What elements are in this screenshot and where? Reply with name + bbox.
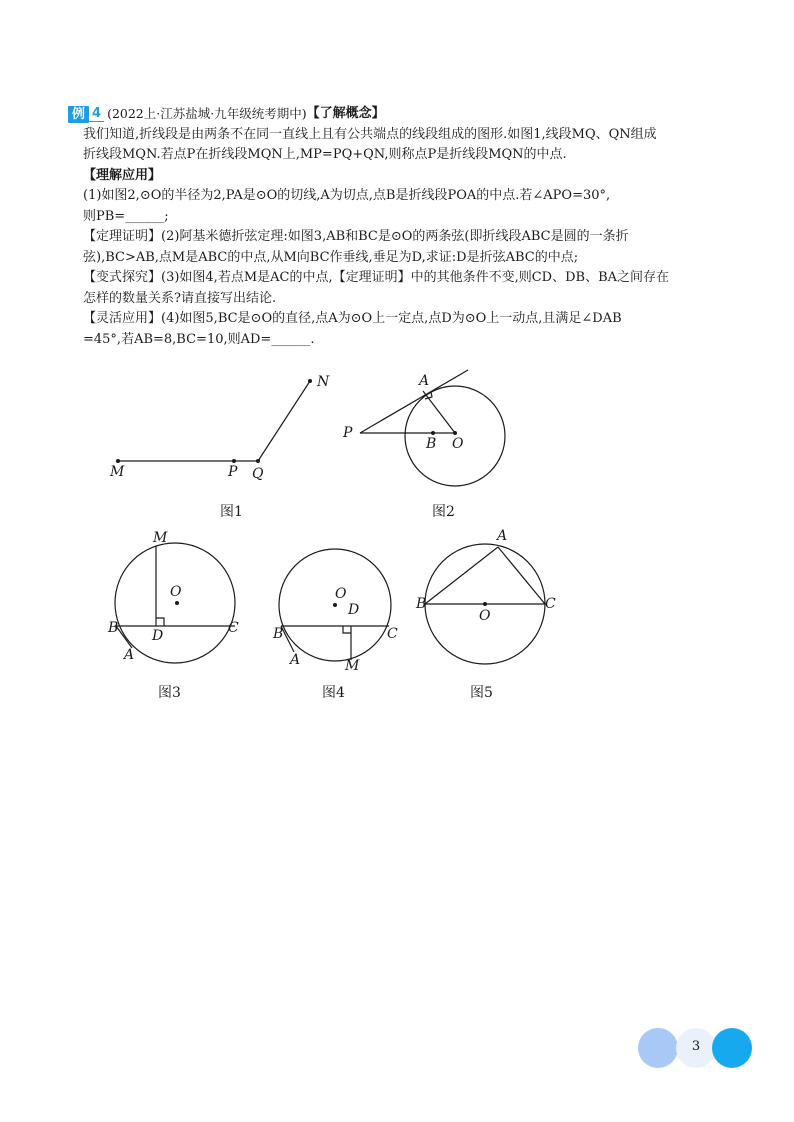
fig4-label-c: C — [387, 626, 398, 642]
fig4-label-b: B — [273, 626, 284, 642]
fig4-label-a: A — [290, 652, 301, 668]
fig1-label-p: P — [228, 464, 238, 480]
fig1-caption: 图1 — [220, 504, 243, 520]
fig2-point-o — [453, 431, 457, 435]
fig1-segment-qn — [258, 381, 310, 461]
fig4-caption: 图4 — [322, 685, 345, 701]
fig4-label-d: D — [348, 602, 360, 618]
fig2-label-o: O — [452, 436, 464, 452]
fig5-label-b: B — [416, 596, 427, 612]
fig3-label-o: O — [170, 584, 182, 600]
fig2-label-b: B — [426, 436, 437, 452]
fig2-caption: 图2 — [432, 504, 455, 520]
fig2-label-a: A — [419, 373, 430, 389]
page-badge-right-circle — [712, 1028, 752, 1068]
fig3-chord-ab — [116, 626, 132, 648]
intro-line-2: 折线段MQN.若点P在折线段MQN上,MP=PQ+QN,则称点P是折线段MQN的中点. — [83, 147, 567, 162]
fig1-point-n — [308, 379, 312, 383]
fig4-label-o: O — [335, 586, 347, 602]
fig1-label-n: N — [317, 374, 330, 390]
question-2-line-1: 【定理证明】(2)阿基米德折弦定理:如图3,AB和BC是⊙O的两条弦(即折线段ABC是圆的一条折 — [83, 229, 629, 244]
fig1-label-m: M — [110, 464, 125, 480]
section-heading: 【理解应用】 — [83, 167, 162, 183]
example-badge: 例 — [68, 106, 89, 123]
fig2-tangent-pa — [360, 370, 468, 433]
question-1-line-1: (1)如图2,⊙O的半径为2,PA是⊙O的切线,A为切点,点B是折线段POA的中点.若∠APO=30°, — [83, 188, 611, 203]
question-4-line-2: =45°,若AB=8,BC=10,则AD=______. — [83, 331, 315, 347]
page-number: 3 — [691, 1039, 701, 1054]
fig3-label-a: A — [124, 647, 135, 663]
question-2-line-2: 弦),BC>AB,点M是ABC的中点,从M向BC作垂线,垂足为D,求证:D是折弦ABC的中点; — [83, 249, 579, 265]
fig3-caption: 图3 — [158, 685, 181, 701]
fig5-label-a: A — [497, 528, 508, 544]
question-4-line-1: 【灵活应用】(4)如图5,BC是⊙O的直径,点A为⊙O上一定点,点D为⊙O上一动点,且满足∠DAB — [83, 311, 622, 326]
question-1-line-2: 则PB=______; — [83, 208, 169, 224]
fig1-point-p — [232, 459, 236, 463]
fig5-point-o — [483, 602, 487, 606]
fig2-segment-ao — [423, 391, 455, 433]
problem-topic: 【了解概念】 — [306, 106, 385, 121]
fig3-point-o — [175, 601, 179, 605]
example-number: 4 — [89, 106, 104, 122]
fig1-point-m — [116, 459, 120, 463]
fig3-right-angle-mark — [156, 618, 164, 626]
fig4-point-o — [333, 603, 337, 607]
problem-source: (2022上·江苏盐城·九年级统考期中) — [107, 106, 307, 121]
fig4-right-angle-mark — [343, 626, 351, 633]
fig2-label-p: P — [343, 425, 353, 441]
page-number-badge — [638, 1028, 754, 1068]
fig3-label-d: D — [152, 628, 164, 644]
fig1-label-q: Q — [252, 466, 264, 482]
fig3-label-m: M — [153, 530, 168, 546]
fig3-label-b: B — [108, 620, 119, 636]
question-3-line-2: 怎样的数量关系?请直接写出结论. — [83, 290, 277, 306]
fig1-point-q — [256, 459, 260, 463]
intro-line-1: 我们知道,折线段是由两条不在同一直线上且有公共端点的线段组成的图形.如图1,线段MQ、QN组成 — [83, 126, 657, 142]
fig5-label-c: C — [545, 596, 556, 612]
fig5-chord-ba — [425, 547, 498, 604]
fig3-label-c: C — [228, 620, 239, 636]
page-badge-left-circle — [638, 1028, 678, 1068]
fig5-label-o: O — [479, 608, 491, 624]
fig5-caption: 图5 — [470, 685, 493, 701]
fig4-label-m: M — [345, 658, 360, 674]
question-3-line-1: 【变式探究】(3)如图4,若点M是AC的中点,【定理证明】中的其他条件不变,则CD、DB、BA之间存在 — [83, 270, 670, 285]
fig2-point-b — [431, 431, 435, 435]
